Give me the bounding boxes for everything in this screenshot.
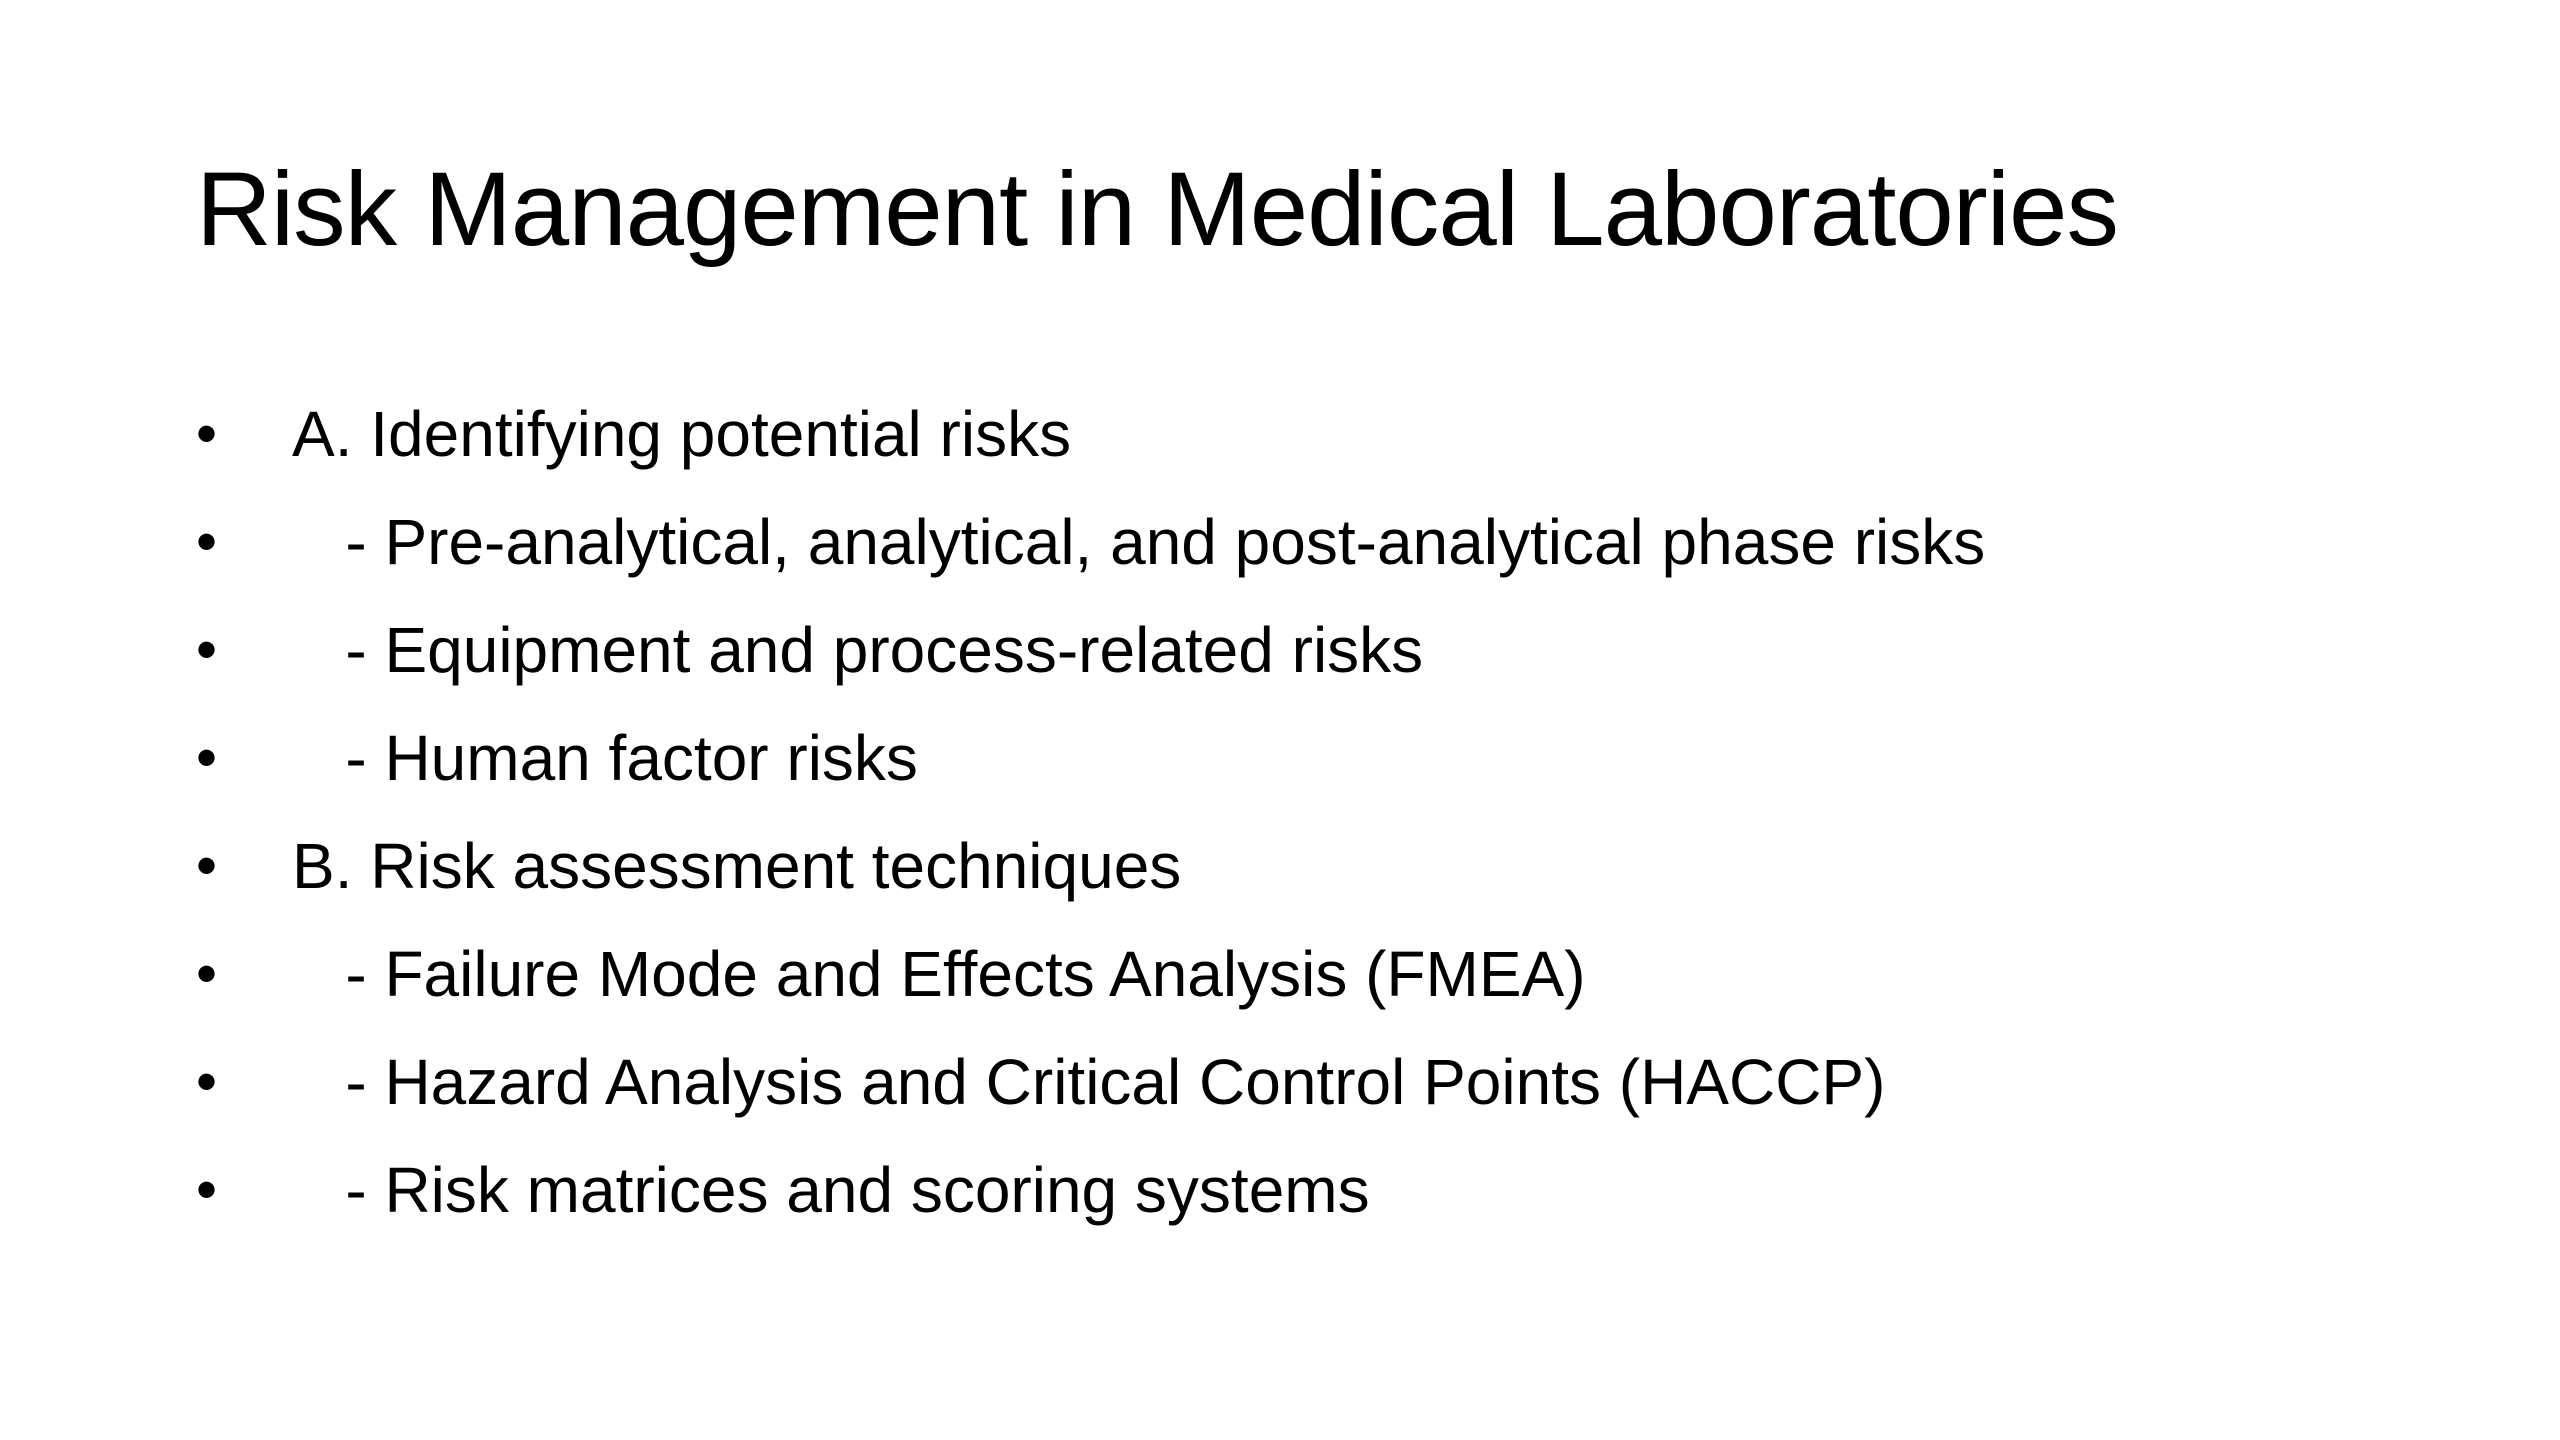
bullet-text: - Hazard Analysis and Critical Control Points (HACCP) bbox=[292, 1046, 1886, 1118]
bullet-icon: • bbox=[196, 724, 218, 791]
bullet-text: A. Identifying potential risks bbox=[292, 398, 1072, 470]
bullet-text: - Failure Mode and Effects Analysis (FMEA) bbox=[292, 938, 1586, 1010]
bullet-item bbox=[196, 380, 1985, 488]
bullet-icon: • bbox=[196, 940, 218, 1007]
bullet-text: - Equipment and process-related risks bbox=[292, 614, 1424, 686]
bullet-text: - Human factor risks bbox=[292, 722, 918, 794]
bullet-icon: • bbox=[196, 508, 218, 575]
bullet-item bbox=[196, 596, 1985, 704]
bullet-item bbox=[196, 704, 1985, 812]
bullet-text: - Pre-analytical, analytical, and post-analytical phase risks bbox=[292, 506, 1986, 578]
bullet-item bbox=[196, 488, 1985, 596]
bullet-list bbox=[196, 380, 1985, 1244]
bullet-item bbox=[196, 1136, 1985, 1244]
bullet-item bbox=[196, 1028, 1985, 1136]
bullet-icon: • bbox=[196, 1048, 218, 1115]
bullet-icon: • bbox=[196, 832, 218, 899]
bullet-icon: • bbox=[196, 400, 218, 467]
bullet-item bbox=[196, 920, 1985, 1028]
bullet-text: - Risk matrices and scoring systems bbox=[292, 1154, 1370, 1226]
bullet-icon: • bbox=[196, 1156, 218, 1223]
bullet-icon: • bbox=[196, 616, 218, 683]
slide-title: Risk Management in Medical Laboratories bbox=[196, 151, 2118, 268]
bullet-item bbox=[196, 812, 1985, 920]
bullet-text: B. Risk assessment techniques bbox=[292, 830, 1182, 902]
